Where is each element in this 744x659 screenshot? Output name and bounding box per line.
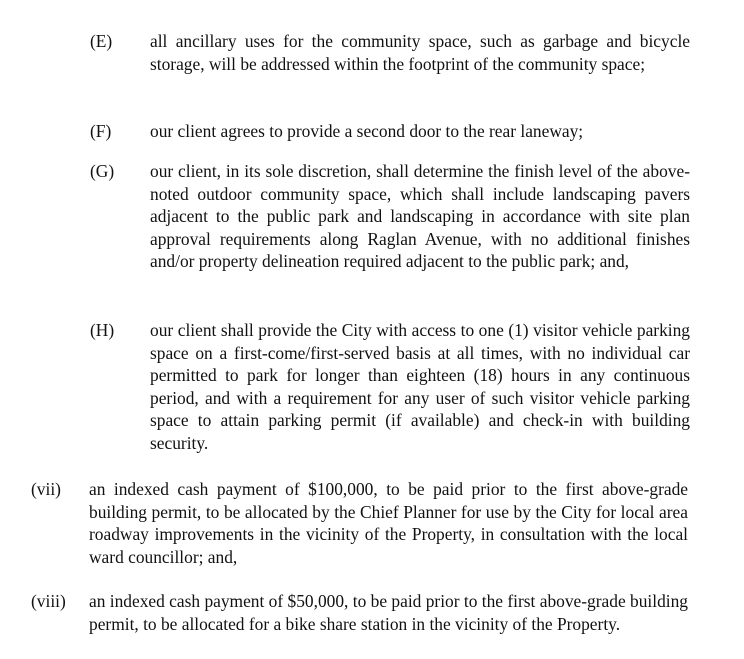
clause-marker: (G)	[90, 161, 115, 181]
clause-text: our client shall provide the City with access to one (1) visitor vehicle parking space on a first-come/first-served basis at all times, with no individual car permitted to park for longer than eighteen (18) hours in any continuous period, and with a requirement for any user of such visitor vehicle parking space to attain parking permit (if available) and check-in with building security.	[150, 320, 690, 453]
clause-text: our client, in its sole discretion, shall determine the finish level of the above-noted outdoor community space, which shall include landscaping pavers adjacent to the public park and landscaping in accordance with site plan approval requirements along Raglan Avenue, with no additional finishes and/or property delineation required adjacent to the public park; and,	[150, 161, 690, 272]
clause-marker: (F)	[90, 121, 112, 141]
clause-marker: (E)	[90, 31, 113, 51]
clause-text: an indexed cash payment of $50,000, to be paid prior to the first above-grade building permit, to be allocated for a bike share station in the vicinity of the Property.	[89, 591, 688, 634]
clause-G	[0, 160, 690, 273]
clause-vii	[0, 478, 688, 568]
clause-marker: (vii)	[31, 479, 61, 499]
clause-text: all ancillary uses for the community space, such as garbage and bicycle storage, will be addressed within the footprint of the community space;	[150, 31, 690, 74]
clause-marker: (viii)	[31, 591, 66, 611]
clause-E	[0, 30, 690, 75]
clause-viii	[0, 590, 688, 635]
clause-H	[0, 319, 690, 455]
clause-F	[0, 120, 690, 143]
clause-text: our client agrees to provide a second door to the rear laneway;	[150, 121, 584, 141]
clause-marker: (H)	[90, 320, 115, 340]
clause-text: an indexed cash payment of $100,000, to be paid prior to the first above-grade building permit, to be allocated by the Chief Planner for use by the City for local area roadway improvements in the vicinity of the Property, in consultation with the local ward councillor; and,	[89, 479, 688, 567]
